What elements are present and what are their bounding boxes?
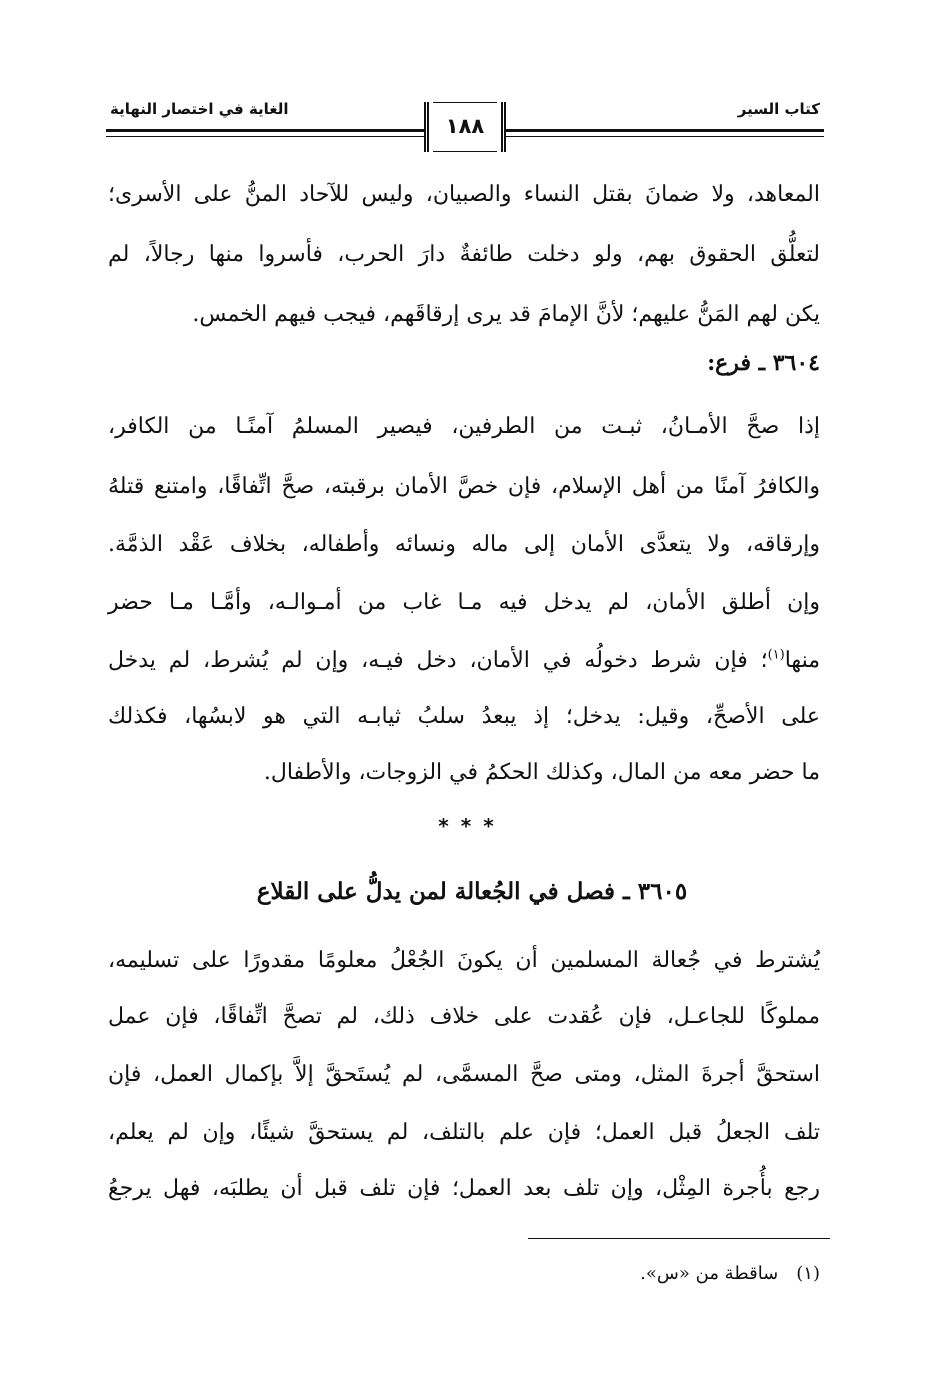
book-title: الغاية في اختصار النهاية [106,100,293,118]
text-fragment: ؛ فإن شرط دخولُه في الأمان، دخل فيـه، وإن لم يُشرط، لم يدخل [108,648,768,673]
text-line: رجع بأُجرة المِثْل، وإن تلف بعد العمل؛ فإن تلف قبل أن يطلبَه، فهل يرجعُ [108,1176,820,1201]
text-line: المعاهد، ولا ضمانَ بقتل النساء والصبيان، وليس للآحاد المنُّ على الأسرى؛ [108,182,820,207]
footnote-text: ساقطة من «س». [640,1263,779,1284]
footnote-number: (١) [796,1263,820,1284]
text-line: على الأصحِّ، وقيل: يدخل؛ إذ يبعدُ سلبُ ثيابـه التي هو لابسُها، فكذلك [108,704,820,729]
text-line: يُشترط في جُعالة المسلمين أن يكونَ الجُعْلُ معلومًا مقدورًا على تسليمه، [108,948,820,973]
footnote-reference: (١) [767,647,785,663]
text-line: وإرقاقه، ولا يتعدَّى الأمان إلى ماله ونسائه وأطفاله، بخلاف عَقْد الذمَّة. [108,532,820,557]
text-line: إذا صحَّ الأمـانُ، ثبـت من الطرفين، فيصير المسلمُ آمنًـا من الكافر، [108,414,820,439]
section-separator: *** [438,814,506,838]
footnote [640,1262,820,1286]
branch-heading: ٣٦٠٤ ـ فرع: [707,350,820,376]
footnote-rule [528,1238,830,1239]
chapter-title: كتاب السير [734,100,824,118]
text-line: وإن أطلق الأمان، لم يدخل فيه مـا غاب من أمـوالـه، وأمَّـا مـا حضر [108,590,820,615]
running-header [106,96,824,158]
text-line: استحقَّ أجرةَ المثل، ومتى صحَّ المسمَّى، لم يُستَحقَّ إلاَّ بإكمال العمل، فإن [108,1062,820,1087]
text-line: لتعلُّق الحقوق بهم، ولو دخلت طائفةٌ دارَ الحرب، فأسروا منها رجالاً، لم [108,242,820,267]
text-fragment: منها [784,648,820,673]
text-line [108,646,820,676]
page-number: ١٨٨ [445,114,485,138]
text-line: ما حضر معه من المال، وكذلك الحكمُ في الزوجات، والأطفال. [263,760,820,785]
text-line: تلف الجعلُ قبل العمل؛ فإن علم بالتلف، لم يستحقَّ شيئًا، وإن لم يعلم، [108,1120,820,1145]
page-number-box [424,102,506,152]
text-line: والكافرُ آمنًا من أهل الإسلام، فإن خصَّ الأمان برقبته، صحَّ اتِّفاقًا، وامتنع قتلهُ [108,474,820,499]
text-line: مملوكًا للجاعـل، فإن عُقدت على خلاف ذلك، لم تصحَّ اتِّفاقًا، فإن عمل [108,1004,820,1029]
section-heading: ٣٦٠٥ ـ فصل في الجُعالة لمن يدلُّ على القلاع [256,878,688,905]
text-line: يكن لهم المَنُّ عليهم؛ لأنَّ الإمامَ قد يرى إرقاقَهم، فيجب فيهم الخمس. [192,302,820,327]
